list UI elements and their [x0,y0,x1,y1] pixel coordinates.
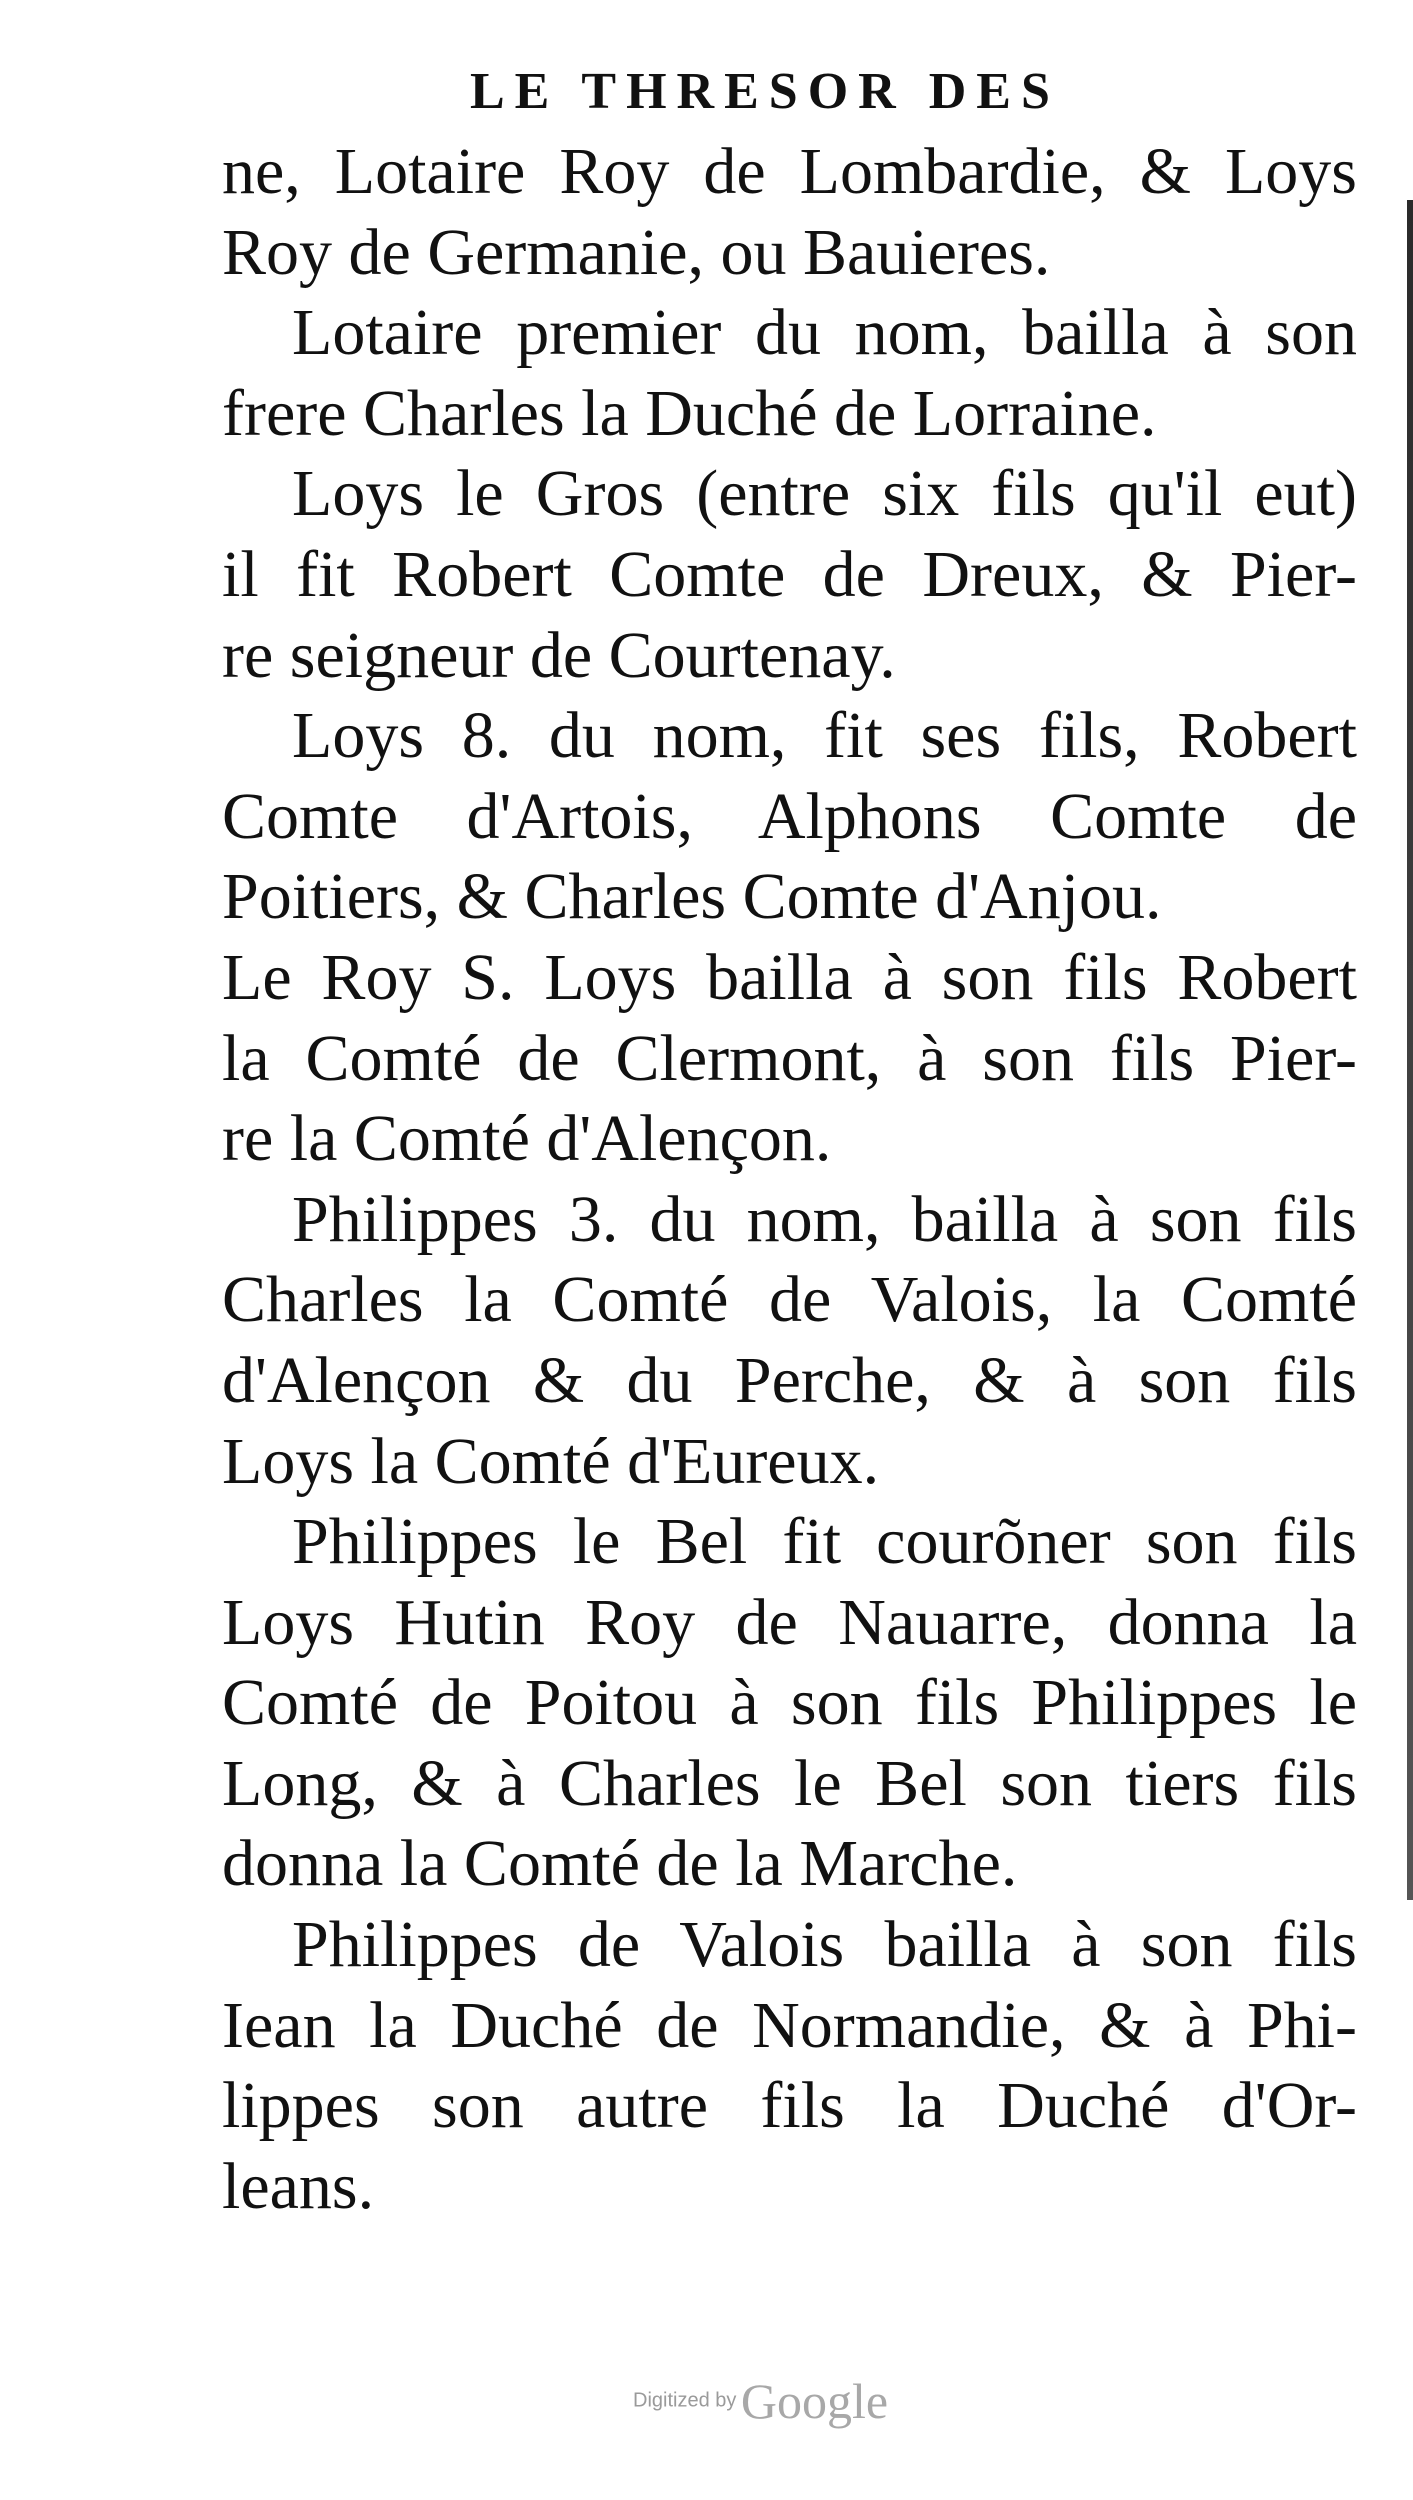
page-edge-shadow [1407,200,1413,1900]
paragraph-start-line: Philippes le Bel fit courõner son fils [292,1505,1357,1579]
text-line: donna la Comté de la Marche. [222,1827,1018,1901]
text-line: la Comté de Clermont, à son fils Pier- [222,1021,1357,1095]
paragraph-start-line: Lotaire premier du nom, bailla à son [292,296,1357,370]
paragraph-start-line: Philippes de Valois bailla à son fils [292,1908,1357,1982]
paragraph-start-line: Loys 8. du nom, fit ses fils, Robert [292,699,1357,773]
paragraph-start-line: Le Roy S. Loys bailla à son fils Robert [222,940,1357,1014]
text-line: Long, & à Charles le Bel son tiers fils [222,1746,1357,1820]
text-line: Iean la Duché de Normandie, & à Phi- [222,1988,1357,2062]
text-line: Charles la Comté de Valois, la Comté [222,1263,1357,1337]
text-line: Poitiers, & Charles Comte d'Anjou. [222,860,1162,934]
text-line: Comté de Poitou à son fils Philippes le [222,1666,1357,1740]
text-line: leans. [222,2149,375,2223]
text-line: d'Alençon & du Perche, & à son fils [222,1343,1357,1417]
text-line: Loys Hutin Roy de Nauarre, donna la [222,1585,1357,1659]
text-line: Comte d'Artois, Alphons Comte de [222,779,1357,853]
text-line: il fit Robert Comte de Dreux, & Pier- [222,537,1357,611]
text-line: re seigneur de Courtenay. [222,618,896,692]
text-line: ne, Lotaire Roy de Lombardie, & Loys [222,135,1357,208]
digitized-watermark [633,2372,933,2430]
running-head: LE THRESOR DES [470,63,1060,120]
digitized-label: Digitized by [633,2389,737,2412]
text-line: lippes son autre fils la Duché d'Or- [222,2069,1357,2143]
google-logo: Google [740,2373,889,2429]
paragraph-start-line: Loys le Gros (entre six fils qu'il eut) [292,457,1357,531]
text-line: frere Charles la Duché de Lorraine. [222,376,1157,450]
body-text [222,132,1357,2227]
text-line: Roy de Germanie, ou Bauieres. [222,215,1051,289]
text-line: Loys la Comté d'Eureux. [222,1424,880,1498]
paragraph-start-line: Philippes 3. du nom, bailla à son fils [292,1182,1357,1256]
text-line: re la Comté d'Alençon. [222,1102,832,1176]
